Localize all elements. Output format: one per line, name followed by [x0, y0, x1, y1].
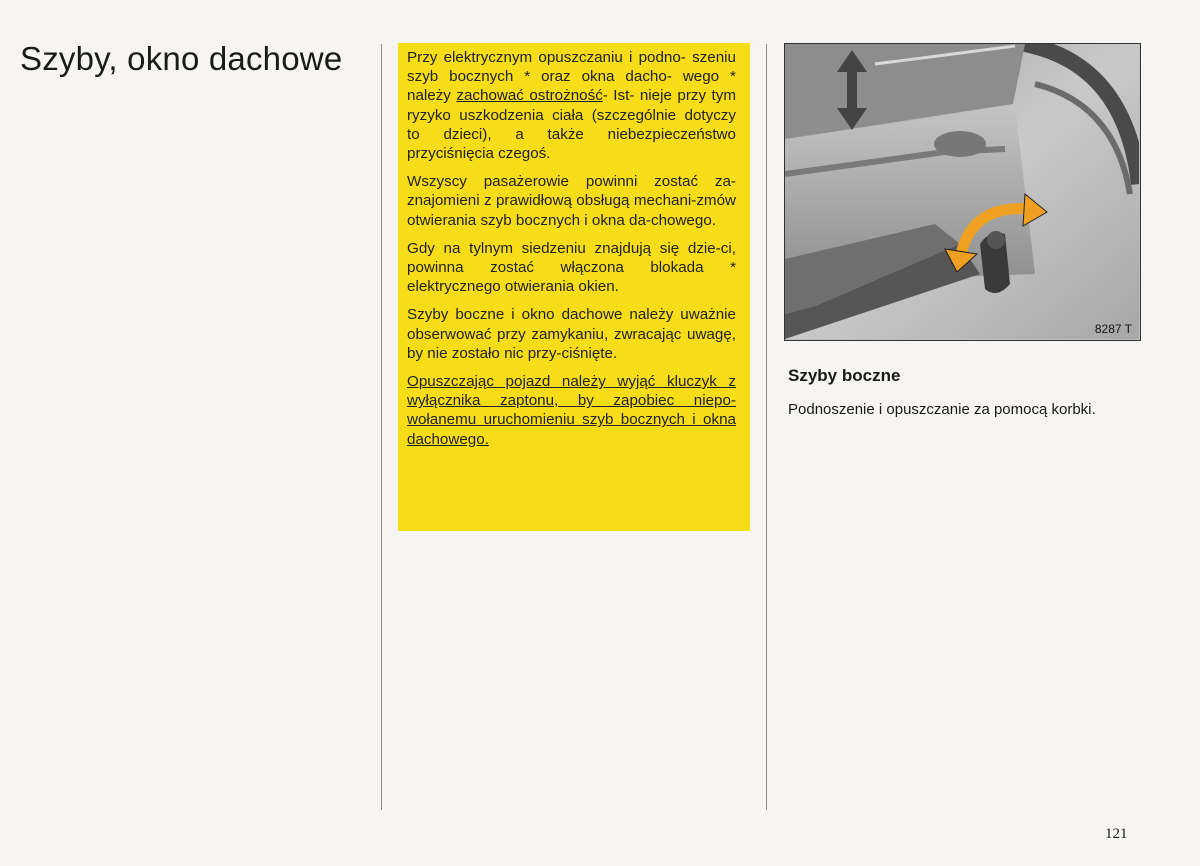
- figure-code: 8287 T: [1094, 322, 1132, 336]
- warning-p1-line: szeniu szyb bocznych * oraz okna dacho-: [407, 49, 736, 86]
- window-crank-illustration: [784, 43, 1141, 341]
- warning-p1-line: (szczególnie dotyczy to dzieci), a także: [407, 106, 736, 143]
- section-heading: Szyby boczne: [788, 366, 901, 385]
- page-number: 121: [1105, 826, 1128, 842]
- warning-paragraph-2: Wszyscy pasażerowie powinni zostać za-znajomieni z prawidłową obsługą mechani-zmów otwierania szyb bocznych i okna da-chowego.: [407, 173, 736, 229]
- warning-p1-line: Przy elektrycznym opuszczaniu i podno-: [407, 49, 686, 66]
- warning-paragraph-1: [407, 48, 736, 163]
- warning-p1-line: nieje przy tym ryzyko uszkodzenia ciała: [407, 87, 737, 124]
- warning-paragraph-4: Szyby boczne i okno dachowe należy uważnie obserwować przy zamykaniu, zwracając uwagę, by nie zostało nic przy-ciśnięte.: [407, 306, 736, 362]
- section-text: Podnoszenie i opuszczanie za pomocą korbki.: [788, 401, 1096, 418]
- warning-paragraph-5: Opuszczając pojazd należy wyjąć kluczyk z wyłącznika zaptonu, by zapobiec niepo-wołanemu uruchomieniu szyb bocznych i okna dachowego.: [407, 373, 736, 448]
- warning-p1-line: - Ist-: [602, 87, 635, 105]
- car-door-drawing: [785, 44, 1139, 339]
- column-divider-right: [766, 44, 767, 810]
- page-title: Szyby, okno dachowe: [20, 40, 343, 77]
- column-divider-left: [381, 44, 382, 810]
- warning-p1-line: niebezpieczeństwo przyciśnięcia czegoś.: [407, 125, 736, 163]
- warning-p1-line: wego * należy: [407, 68, 736, 105]
- warning-p1-emphasis: zachować ostrożność: [456, 87, 603, 105]
- warning-box: [398, 43, 750, 531]
- warning-paragraph-3: Gdy na tylnym siedzeniu znajdują się dzie-ci, powinna zostać włączona blokada * elektrycznego otwierania okien.: [407, 239, 736, 296]
